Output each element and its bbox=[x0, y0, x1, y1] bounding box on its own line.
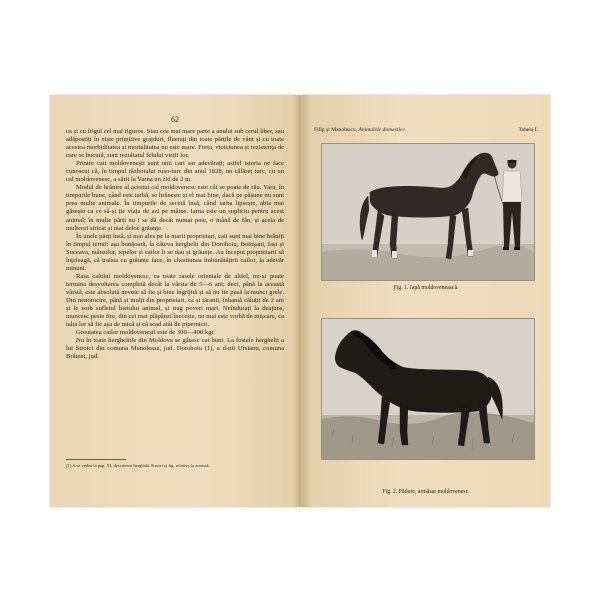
paragraph: Printre caii moldovenești sunt unii cari sar adevărați; astfel istoria ne face cunoscut că, în timpul războiului ruso-turc din anul 1828, un călăreț turc, cu un cal moldovenesc, a sărit la Varna un zid de 2 m. bbox=[66, 160, 284, 184]
paragraph: Modul de hrănire al acestui cal moldovenesc este cât se poate de rău. Vara, în timpurile bune, când este iarbă, se hrănește și el mai bine, dacă pe pășune nu sunt prea multe animale. În timpurile de secetă însă, când iarba lipsește, abia mai găsește ca ce să-și ție viața de azi pe mâine. Iarna este un supliciu pentru acest animal; în multe părți nu i se dă decât numai paie, o mână de fân, și aceia de multeori stricat și mai deloc grăunțe. bbox=[66, 184, 284, 232]
footnote: (1) A se vedea la pag. 93, descrierea herghelii Stroici și fig. relative la această. bbox=[66, 463, 210, 468]
footnote-divider bbox=[66, 459, 126, 460]
paragraph: Rasa calului moldovenesc, ca toate rasele orientale de altfel, nu-și poate termina desvoltarea completă decât la vârsta de 5—6 ani; deci, până la această vârstă, este absolută nevoie să fie și bine îngrijită și să nu fie pusă la munci grele. Din nenorocire, până și mulți din proprietari, ca și țăranii, înhamă căluții de 2 ani și le sorb sufletul bietului animal, și trag poveri mari. Neîndurați la deajuns, muncesc peste fire, din cei mai plăpânzi înecește, nu mai este vorbă de mișcare, ca talia lor să fie așa de mică și că scad atât de pipernicii. bbox=[66, 272, 284, 329]
page-number: 62 bbox=[171, 115, 179, 124]
body-text bbox=[66, 128, 284, 361]
left-page bbox=[50, 95, 300, 507]
figure-2-caption: Fig. 2. Pădure, armăsar moldovenesc. bbox=[382, 489, 470, 495]
paragraph: Greutatea cailor moldovenești este de 300—400 kgr. bbox=[76, 329, 215, 337]
paragraph: ca și cu frigul cel mai riguros. Stau cea mai mare parte a anului sub cerul liber, sau adăpostiți în niște primitive grajduri, fluerați din toate părțile de vânt și cu toate acestea morbiditatea și mortalitatea nu este mare. Forța, vioiciunea și rezistența de care se bucură, sunt rezultatul felului vieții lor. bbox=[66, 128, 284, 160]
mare-illustration bbox=[322, 144, 534, 280]
running-head bbox=[314, 127, 538, 137]
figure-2-photo bbox=[321, 318, 535, 460]
paragraph: Nu în toate hergheliile din Moldova se găsesc cai buni. La fostele herghelii a lui Stroici din comuna Manoleasa, jud. Dorohoiu (1), a d-nii Ursianu, comuna Brăteni, jud. bbox=[66, 337, 284, 361]
stallion-illustration bbox=[322, 319, 534, 459]
running-head-title: Animalele domestice. bbox=[358, 127, 407, 133]
figure-1-photo bbox=[321, 143, 535, 281]
plate-label: Tabela I. bbox=[518, 127, 538, 133]
right-page bbox=[302, 95, 550, 507]
paragraph: În unele părți însă, și mai ales pe la marii proprietari, caii sunt mai bine hrăniți în timpul iernii: așa bunăoară, la câteva herghelii din Dorohoiu, Botoșani, Iași și Suceava, mânzilor, iepelor și cailor li se dau și grăunțe. Au început proprietarii să înțeleagă, că traista cu grăunțe face, în chestiunea îmbunătățirii cailor, la adevăr minuni. bbox=[66, 232, 284, 272]
book-spread bbox=[50, 95, 550, 507]
running-head-authors: Filip și Manolescu, bbox=[314, 127, 358, 133]
running-head-left bbox=[314, 127, 406, 133]
figure-1-caption: Fig. 1. Iapă moldovenească. bbox=[393, 285, 459, 291]
